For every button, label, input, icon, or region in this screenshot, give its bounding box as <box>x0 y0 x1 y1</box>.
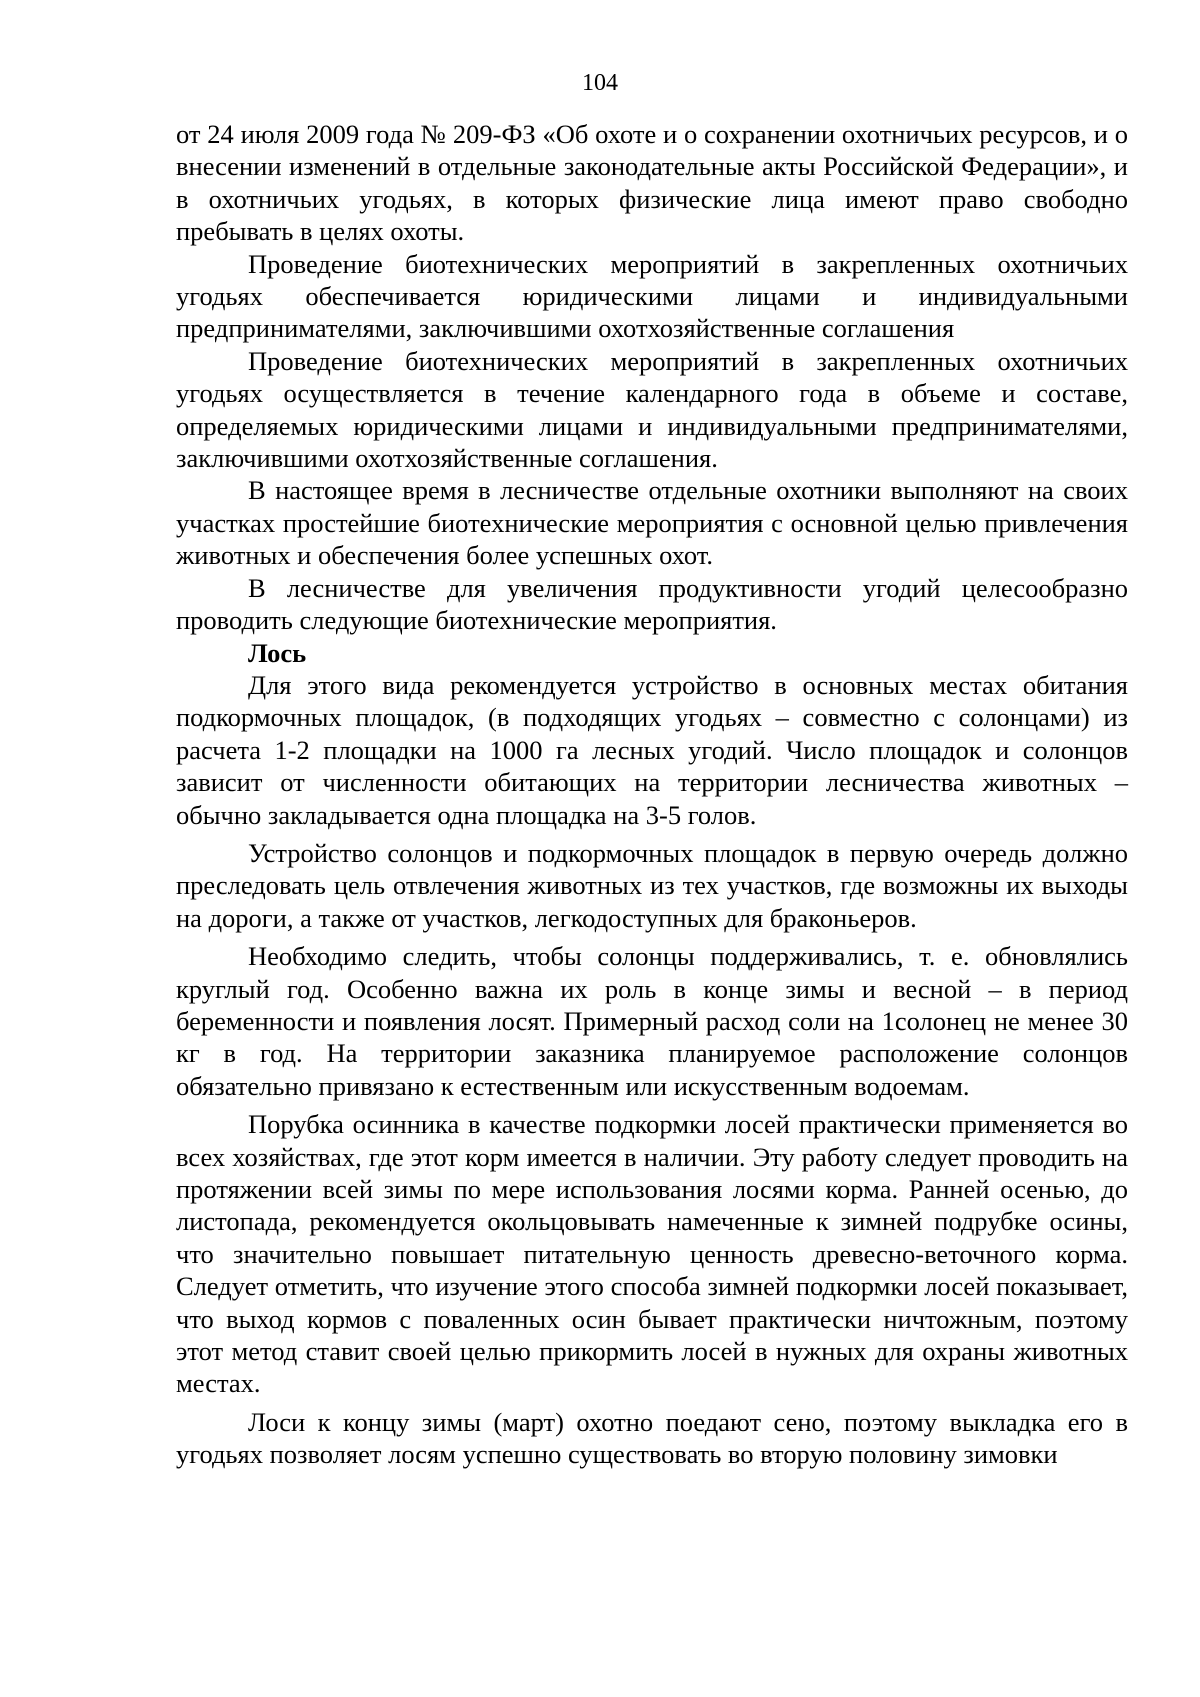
page-number: 104 <box>582 70 618 96</box>
paragraph-salt-licks-purpose: Устройство солонцов и подкормочных площадок в первую очередь должно преследовать цель отвлечения животных из тех участков, где возможны их выходы на дороги, а также от участков, легкодоступных для браконьеров. <box>176 837 1128 933</box>
paragraph-biotech-provision: Проведение биотехнических мероприятий в закрепленных охотничьих угодьях обеспечивается юридическими лицами и индивидуальными предпринимателями, заключившими охотхозяйственные соглашения <box>176 248 1128 344</box>
paragraph-current-state: В настоящее время в лесничестве отдельные охотники выполняют на своих участках простейшие биотехнические мероприятия с основной целью привлечения животных и обеспечения более успешных охот. <box>176 475 1128 571</box>
paragraph-feeding-sites: Для этого вида рекомендуется устройство в основных местах обитания подкормочных площадок, (в подходящих угодьях – совместно с солонцами) из расчета 1-2 площадки на 1000 га лесных угодий. Число площадок и солонцов зависит от численности обитающих на территории лесничества животных – обычно закладывается одна площадка на 3-5 голов. <box>176 669 1128 830</box>
paragraph-salt-licks-maintenance: Необходимо следить, чтобы солонцы поддерживались, т. е. обновлялись круглый год. Особенно важна их роль в конце зимы и весной – в период беременности и появления лосят. Примерный расход соли на 1солонец не менее 30 кг в год. На территории заказника планируемое расположение солонцов обязательно привязано к естественным или искусственным водоемам. <box>176 941 1128 1101</box>
paragraph-recommendations-intro: В лесничестве для увеличения продуктивности угодий целесообразно проводить следующие биотехнические мероприятия. <box>176 572 1128 636</box>
section-heading-moose: Лось <box>248 637 307 668</box>
document-body <box>176 118 1128 1471</box>
paragraph-law-reference: от 24 июля 2009 года № 209-ФЗ «Об охоте и о сохранении охотничьих ресурсов, и о внесении изменений в отдельные законодательные акты Российской Федерации», и в охотничьих угодьях, в которых физические лица имеют право свободно пребывать в целях охоты. <box>176 119 1128 247</box>
paragraph-biotech-schedule: Проведение биотехнических мероприятий в закрепленных охотничьих угодьях осуществляется в течение календарного года в объеме и составе, определяемых юридическими лицами и индивидуальными предпринимателями, заключившими охотхозяйственные соглашения. <box>176 345 1128 474</box>
paragraph-hay-feeding: Лоси к концу зимы (март) охотно поедают сено, поэтому выкладка его в угодьях позволяет лосям успешно существовать во вторую половину зимовки <box>176 1406 1128 1470</box>
paragraph-aspen-felling: Порубка осинника в качестве подкормки лосей практически применяется во всех хозяйствах, где этот корм имеется в наличии. Эту работу следует проводить на протяжении всей зимы по мере использования лосями корма. Ранней осенью, до листопада, рекомендуется окольцовывать намеченные к зимней подрубке осины, что значительно повышает питательную ценность древесно-веточного корма. Следует отметить, что изучение этого способа зимней подкормки лосей показывает, что выход кормов с поваленных осин бывает практически ничтожным, поэтому этот метод ставит своей целью прикормить лосей в нужных для охраны животных местах. <box>176 1109 1128 1399</box>
